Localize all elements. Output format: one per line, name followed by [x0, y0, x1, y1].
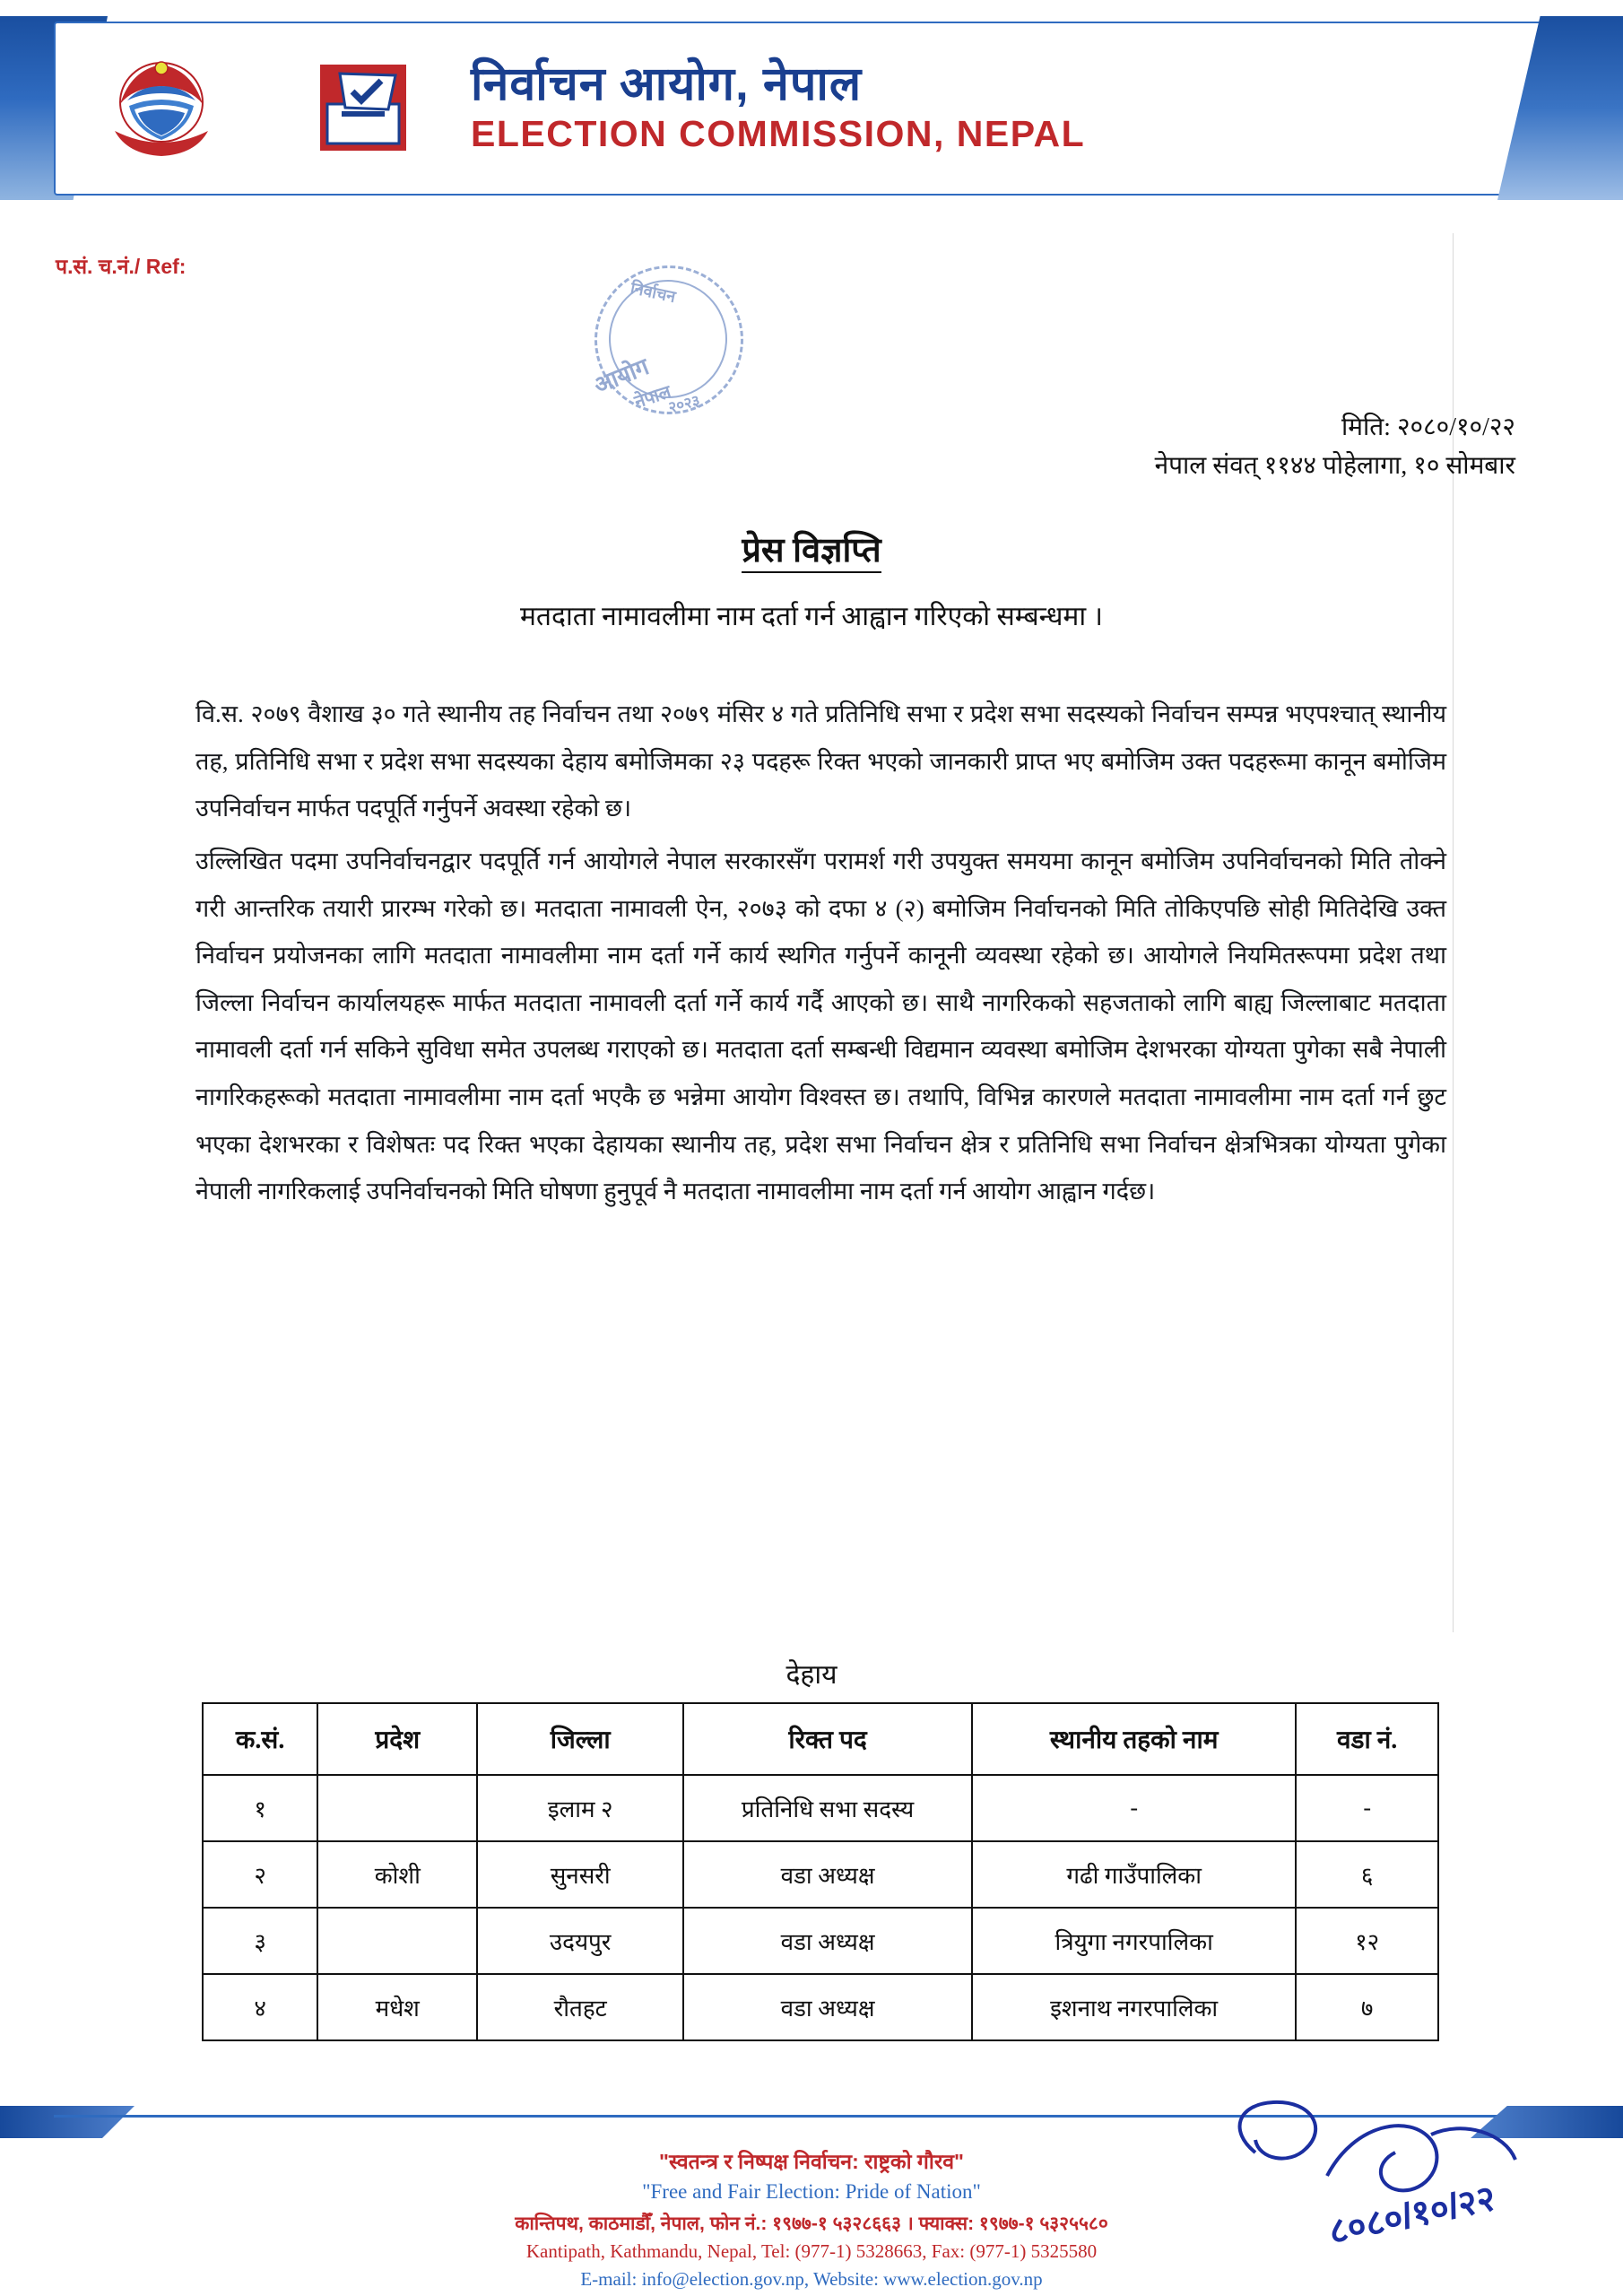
- seal-text-2: नेपाल: [632, 382, 674, 413]
- col-header-vacant-post: रिक्त पद: [683, 1703, 972, 1775]
- table-row: [203, 1841, 1438, 1908]
- footer-address-english: Kantipath, Kathmandu, Nepal, Tel: (977-1) 5328663, Fax: (977-1) 5325580: [525, 2240, 1098, 2263]
- footer-contact: E-mail: info@election.gov.np, Website: www.election.gov.np: [580, 2267, 1043, 2290]
- cell-district: उदयपुर: [477, 1908, 683, 1974]
- seal-top-text: निर्वाचन: [629, 278, 678, 307]
- footer-accent-left: [0, 2106, 135, 2138]
- reference-label: प.सं. च.नं./ Ref:: [56, 255, 187, 278]
- subject-line: मतदाता नामावलीमा नाम दर्ता गर्न आह्वान गरिएको सम्बन्धमा ।: [519, 602, 1104, 631]
- col-header-ward: वडा नं.: [1296, 1703, 1438, 1775]
- cell-district: सुनसरी: [477, 1841, 683, 1908]
- cell-local-level: गढी गाउँपालिका: [972, 1841, 1296, 1908]
- table-row: [203, 1908, 1438, 1974]
- cell-ward: ७: [1296, 1974, 1438, 2040]
- cell-ward: ६: [1296, 1841, 1438, 1908]
- cell-vacant-post: वडा अध्यक्ष: [683, 1908, 972, 1974]
- table-caption: देहाय: [785, 1660, 838, 1690]
- cell-province: [317, 1775, 477, 1841]
- paragraph-2: उल्लिखित पदमा उपनिर्वाचनद्वार पदपूर्ति गर्न आयोगले नेपाल सरकारसँग परामर्श गरी उपयुक्त समयमा कानून बमोजिम उपनिर्वाचनको मिति तोक्ने गरी आन्तरिक तयारी प्रारम्भ गरेको छ। मतदाता नामावली ऐन, २०७३ को दफा ४ (२) बमोजिम निर्वाचनको मिति तोकिएपछि सोही मितिदेखि उक्त निर्वाचन प्रयोजनका लागि मतदाता नामावलीमा नाम दर्ता गर्ने कार्य स्थगित गर्नुपर्ने कानूनी व्यवस्था रहेको छ। आयोगले नियमितरूपमा प्रदेश तथा जिल्ला निर्वाचन कार्यालयहरू मार्फत मतदाता नामावली दर्ता गर्ने कार्य गर्दै आएको छ। साथै नागरिकको सहजताको लागि बाह्य जिल्लाबाट मतदाता नामावली दर्ता गर्न सकिने सुविधा समेत उपलब्ध गराएको छ। मतदाता दर्ता सम्बन्धी विद्यमान व्यवस्था बमोजिम देशभरका योग्यता पुगेका सबै नेपाली नागरिकहरूको मतदाता नामावलीमा नाम दर्ता भएकै छ भन्नेमा आयोग विश्वस्त छ। तथापि, विभिन्न कारणले मतदाता नामावलीमा नाम दर्ता गर्न छुट भएका देशभरका र विशेषतः पद रिक्त भएका देहायका स्थानीय तह, प्रदेश सभा निर्वाचन क्षेत्र र प्रतिनिधि सभा निर्वाचन क्षेत्रभित्रका योग्यता पुगेका नेपाली नागरिकलाई उपनिर्वाचनको मिति घोषणा हुनुपूर्व नै मतदाता नामावलीमा नाम दर्ता गर्न आयोग आह्वान गर्दछ।: [195, 847, 1446, 1205]
- official-seal-icon: [578, 258, 758, 429]
- col-header-local-level: स्थानीय तहको नाम: [972, 1703, 1296, 1775]
- cell-province: [317, 1908, 477, 1974]
- col-header-province: प्रदेश: [317, 1703, 477, 1775]
- cell-sn: ४: [203, 1974, 317, 2040]
- cell-vacant-post: वडा अध्यक्ष: [683, 1974, 972, 2040]
- handwritten-signature: [1219, 2090, 1560, 2260]
- cell-district: रौतहट: [477, 1974, 683, 2040]
- page-title: [0, 526, 1623, 572]
- footer-address-nepali: कान्तिपथ, काठमाडौँ, नेपाल, फोन नं.: १९७७-१ ५३२८६६३ । फ्याक्स: १९७७-१ ५३२५५८०: [515, 2213, 1108, 2234]
- page-title-text: प्रेस विज्ञप्ति: [742, 532, 881, 573]
- table-row: [203, 1775, 1438, 1841]
- table-row: [203, 1974, 1438, 2040]
- paragraph-1: वि.स. २०७९ वैशाख ३० गते स्थानीय तह निर्वाचन तथा २०७९ मंसिर ४ गते प्रतिनिधि सभा र प्रदेश सभा सदस्यको निर्वाचन सम्पन्न भएपश्चात् स्थानीय तह, प्रतिनिधि सभा र प्रदेश सभा सदस्यका देहाय बमोजिमका २३ पदहरू रिक्त भएको जानकारी प्राप्त भए बमोजिम उक्त पदहरूमा कानून बमोजिम उपनिर्वाचन मार्फत पदपूर्ति गर्नुपर्ने अवस्था रहेको छ।: [195, 700, 1446, 822]
- cell-local-level: -: [972, 1775, 1296, 1841]
- cell-sn: ३: [203, 1908, 317, 1974]
- footer-slogan-nepali: "स्वतन्त्र र निष्पक्ष निर्वाचन: राष्ट्रको गौरव": [659, 2150, 964, 2173]
- letterhead-titles: [471, 59, 1085, 155]
- col-header-sn: क.सं.: [203, 1703, 317, 1775]
- date-block: [1155, 408, 1515, 486]
- cell-sn: २: [203, 1841, 317, 1908]
- cell-sn: १: [203, 1775, 317, 1841]
- seal-year: २०२३: [666, 391, 702, 416]
- seal-text-1: आयोग: [590, 352, 653, 399]
- org-title-english: ELECTION COMMISSION, NEPAL: [471, 113, 1086, 155]
- footer-slogan-english: "Free and Fair Election: Pride of Nation": [642, 2180, 981, 2204]
- date-nepal-sambat: नेपाल संवत् ११४४ पोहेलागा, १० सोमबार: [1154, 452, 1515, 481]
- org-title-nepali: निर्वाचन आयोग, नेपाल: [471, 58, 863, 110]
- date-bs: मिति: २०८०/१०/२२: [1341, 413, 1515, 441]
- col-header-district: जिल्ला: [477, 1703, 683, 1775]
- cell-ward: १२: [1296, 1908, 1438, 1974]
- cell-local-level: इशनाथ नगरपालिका: [972, 1974, 1296, 2040]
- cell-district: इलाम २: [477, 1775, 683, 1841]
- table-header-row: [203, 1703, 1438, 1775]
- cell-local-level: त्रियुगा नगरपालिका: [972, 1908, 1296, 1974]
- cell-vacant-post: प्रतिनिधि सभा सदस्य: [683, 1775, 972, 1841]
- cell-ward: -: [1296, 1775, 1438, 1841]
- ballot-box-icon: [318, 63, 408, 152]
- cell-province: कोशी: [317, 1841, 477, 1908]
- cell-province: मधेश: [317, 1974, 477, 2040]
- body-content: [195, 691, 1446, 1221]
- cell-vacant-post: वडा अध्यक्ष: [683, 1841, 972, 1908]
- vacant-posts-table: [202, 1702, 1439, 2041]
- footer: [0, 2090, 1623, 2296]
- signature-date: ८०८०/१०/२२: [1325, 2178, 1499, 2253]
- letterhead: [0, 16, 1623, 204]
- nepal-emblem-icon: [108, 50, 215, 158]
